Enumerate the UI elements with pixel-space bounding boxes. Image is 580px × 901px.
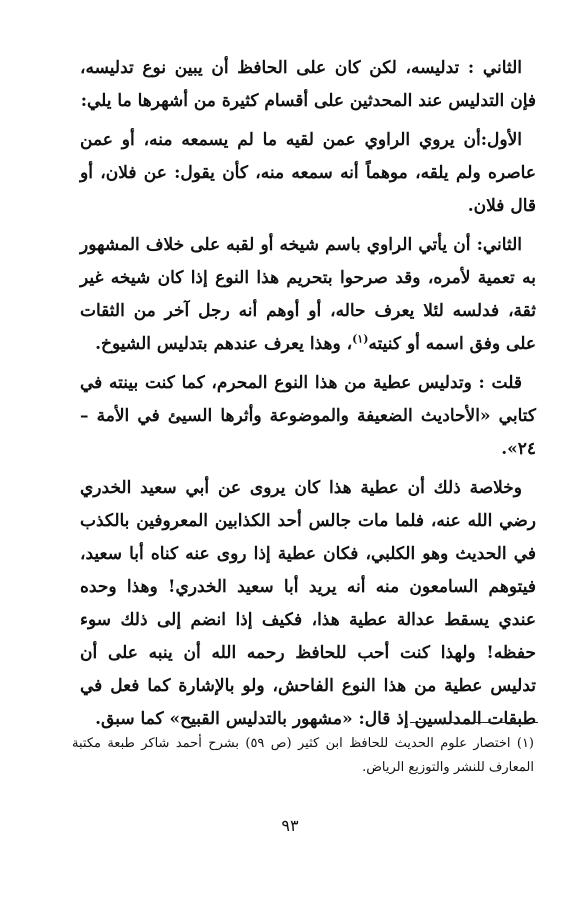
main-text: [80, 52, 536, 736]
paragraph-lead: قلت: [491, 373, 522, 393]
footnote-divider: [410, 722, 538, 723]
paragraph-text: :أن يروي الراوي عمن لقيه ما لم يسمعه منه، أو عمن عاصره ولم يلقه، موهماً أنه سمعه منه، كأن يقول: عن فلان، أو قال فلان.: [80, 130, 536, 216]
page-number: ٩٣: [281, 816, 299, 835]
paragraph-2: [80, 124, 536, 223]
paragraph-text: وخلاصة ذلك أن عطية هذا كان يروى عن أبي سعيد الخدري رضي الله عنه، فلما مات جالس أحد الكذابين المعروفين بالكذب في الحديث وهو الكلبي، فكان عطية إذا روى عنه كناه أبا سعيد، فيتوهم السامعون منه أنه يريد أبا سعيد الخدري! وهذا وحده عندي يسقط عدالة عطية هذا، فكيف إذا انضم إلى ذلك سوء حفظه! ولهذا كنت أحب للحافظ رحمه الله أن ينبه على أن تدليس عطية من هذا النوع الفاحش، ولو بالإشارة كما فعل في طبقات المدلسين إذ قال: «مشهور بالتدليس القبيح» كما سبق.: [80, 478, 536, 729]
paragraph-3: [80, 229, 536, 361]
footnote: (١) اختصار علوم الحديث للحافظ ابن كثير (ص ٥٩) بشرح أحمد شاكر طبعة مكتبة المعارف للنشر والتوزيع الرياض.: [72, 736, 534, 775]
paragraph-text-continued: ، وهذا يعرف عندهم بتدليس الشيوخ.: [95, 334, 353, 354]
footnote-reference[interactable]: (١): [352, 332, 369, 346]
paragraph-lead: الثاني: [482, 235, 522, 255]
paragraph-text: : وتدليس عطية من هذا النوع المحرم، كما كنت بينته في كتابي «الأحاديث الضعيفة والموضوعة وأثرها السيئ في الأمة – ٢٤».: [80, 373, 536, 459]
paragraph-lead: الثاني: [482, 58, 522, 78]
paragraph-text: : أن يأتي الراوي باسم شيخه أو لقبه على خلاف المشهور به تعمية لأمره، وقد صرحوا بتحريم هذا النوع إذا كان شيخه غير ثقة، فدلسه لئلا يعرف حاله، أو أوهم أنه رجل آخر من الثقات على وفق اسمه أو كنيته: [80, 235, 536, 354]
paragraph-lead: الأول: [487, 130, 522, 150]
paragraph-4: [80, 367, 536, 466]
paragraph-1: [80, 52, 536, 118]
paragraph-5: [80, 472, 536, 736]
paragraph-text: : تدليسه، لكن كان على الحافظ أن يبين نوع تدليسه، فإن التدليس عند المحدثين على أقسام كثيرة من أشهرها ما يلي:: [80, 58, 536, 111]
